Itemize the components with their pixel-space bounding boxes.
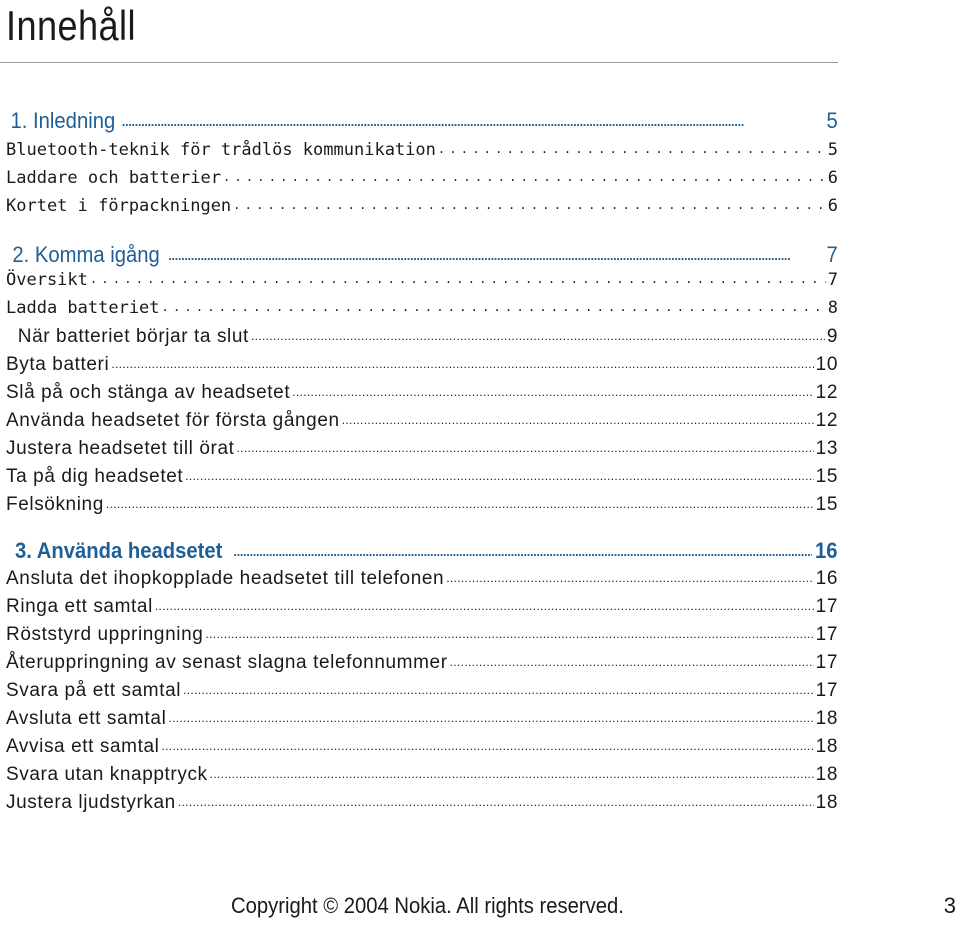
dot-leader xyxy=(251,324,825,346)
toc-page-number: 10 xyxy=(815,354,838,375)
toc-entry[interactable] xyxy=(6,568,838,594)
toc-entry[interactable] xyxy=(6,494,838,520)
toc-entry-label: Röststyrd uppringning xyxy=(6,624,204,645)
dot-leader xyxy=(155,594,814,616)
dot-leader xyxy=(183,678,814,700)
toc-page-number: 12 xyxy=(815,410,838,431)
toc-entry[interactable] xyxy=(6,764,838,790)
toc-entry-label: Byta batteri xyxy=(6,354,110,375)
toc-entry-label: Slå på och stänga av headsetet xyxy=(6,382,291,403)
toc-entry-label: Svara på ett samtal xyxy=(6,680,182,701)
toc-entry-label: Justera ljudstyrkan xyxy=(6,792,176,813)
toc-chapter-1[interactable] xyxy=(6,108,838,134)
toc-page-number: 12 xyxy=(815,382,838,403)
toc-entry[interactable] xyxy=(6,466,838,492)
toc-entry[interactable] xyxy=(6,438,838,464)
toc-entry[interactable] xyxy=(6,382,838,408)
toc-page-number: 18 xyxy=(815,736,838,757)
toc-entry-label: Ta på dig headsetet xyxy=(6,466,184,487)
toc-entry-label: Laddare och batterier xyxy=(6,168,221,188)
toc-entry[interactable] xyxy=(6,140,838,166)
page-footer xyxy=(0,893,960,923)
toc-chapter-2[interactable] xyxy=(6,242,838,268)
toc-entry[interactable] xyxy=(6,624,838,650)
dot-leader xyxy=(223,166,826,186)
dot-leader xyxy=(161,734,813,756)
toc-chapter-label: 3. Använda headsetet xyxy=(15,538,223,563)
dot-leader xyxy=(162,296,826,316)
toc-entry-label: Bluetooth-teknik för trådlös kommunikation xyxy=(6,140,436,160)
toc-page-number: 16 xyxy=(814,538,838,563)
toc-entry-label: Ansluta det ihopkopplade headsetet till telefonen xyxy=(6,568,445,589)
toc-entry-label: Ladda batteriet xyxy=(6,298,160,318)
toc-entry-label: Avsluta ett samtal xyxy=(6,708,167,729)
toc-entry-label: Svara utan knapptryck xyxy=(6,764,208,785)
toc-page-number: 17 xyxy=(815,596,838,617)
toc-page-number: 8 xyxy=(827,298,838,318)
toc-page-number: 17 xyxy=(815,652,838,673)
toc-page-number: 18 xyxy=(815,708,838,729)
toc-entry[interactable] xyxy=(6,708,838,734)
dot-leader xyxy=(210,762,814,784)
toc-entry[interactable] xyxy=(6,792,838,818)
dot-leader xyxy=(205,622,813,644)
dot-leader xyxy=(168,240,824,266)
toc-entry[interactable] xyxy=(6,680,838,706)
toc-entry-label: Återuppringning av senast slagna telefonnummer xyxy=(6,652,448,673)
toc-entry[interactable] xyxy=(6,298,838,324)
toc-entry[interactable] xyxy=(6,736,838,762)
dot-leader xyxy=(178,790,814,812)
toc-entry-label: Justera headsetet till örat xyxy=(6,438,235,459)
toc-page-number: 16 xyxy=(815,568,838,589)
toc-entry[interactable] xyxy=(6,354,838,380)
toc-entry-label: Felsökning xyxy=(6,494,104,515)
toc-page-number: 6 xyxy=(827,168,838,188)
toc-page-number: 17 xyxy=(815,680,838,701)
toc-page-number: 6 xyxy=(827,196,838,216)
toc-entry[interactable] xyxy=(6,196,838,222)
dot-leader xyxy=(185,464,813,486)
toc-entry-label: Använda headsetet för första gången xyxy=(6,410,340,431)
toc-page-number: 15 xyxy=(815,466,838,487)
toc-page-number: 18 xyxy=(815,764,838,785)
toc-page-number: 5 xyxy=(827,140,838,160)
toc-entry[interactable] xyxy=(6,596,838,622)
dot-leader xyxy=(342,408,814,430)
dot-leader xyxy=(233,194,826,214)
toc-entry[interactable] xyxy=(6,410,838,436)
dot-leader xyxy=(438,138,826,158)
dot-leader xyxy=(233,536,811,562)
dot-leader xyxy=(122,106,824,132)
dot-leader xyxy=(450,650,814,672)
page-number: 3 xyxy=(943,893,956,918)
toc-entry-label: Kortet i förpackningen xyxy=(6,196,232,216)
dot-leader xyxy=(90,268,826,288)
toc-page-number: 7 xyxy=(826,242,838,267)
dot-leader xyxy=(111,352,813,374)
dot-leader xyxy=(446,566,813,588)
toc-page-number: 13 xyxy=(815,438,838,459)
toc-entry-label: Ringa ett samtal xyxy=(6,596,153,617)
toc-entry-label: När batteriet börjar ta slut xyxy=(6,326,249,347)
toc-entry[interactable] xyxy=(6,326,838,352)
toc-page-number: 7 xyxy=(827,270,838,290)
dot-leader xyxy=(236,436,813,458)
toc-entry[interactable] xyxy=(6,168,838,194)
toc-entry-label: Avvisa ett samtal xyxy=(6,736,160,757)
toc-page-number: 9 xyxy=(826,326,838,347)
toc-chapter-label: 1. Inledning xyxy=(10,108,116,133)
toc-chapter-label: 2. Komma igång xyxy=(12,242,160,267)
dot-leader xyxy=(168,706,813,728)
toc-chapter-3[interactable] xyxy=(6,538,838,564)
copyright-notice: Copyright © 2004 Nokia. All rights reserved. xyxy=(231,893,624,918)
toc-page-number: 18 xyxy=(815,792,838,813)
toc-entry[interactable] xyxy=(6,270,838,296)
toc-page-number: 5 xyxy=(826,108,838,133)
toc-page-number: 17 xyxy=(815,624,838,645)
toc-entry[interactable] xyxy=(6,652,838,678)
dot-leader xyxy=(292,380,813,402)
dot-leader xyxy=(106,492,814,514)
toc-page-number: 15 xyxy=(815,494,838,515)
page-title: Innehåll xyxy=(6,2,136,49)
toc-entry-label: Översikt xyxy=(6,270,88,290)
